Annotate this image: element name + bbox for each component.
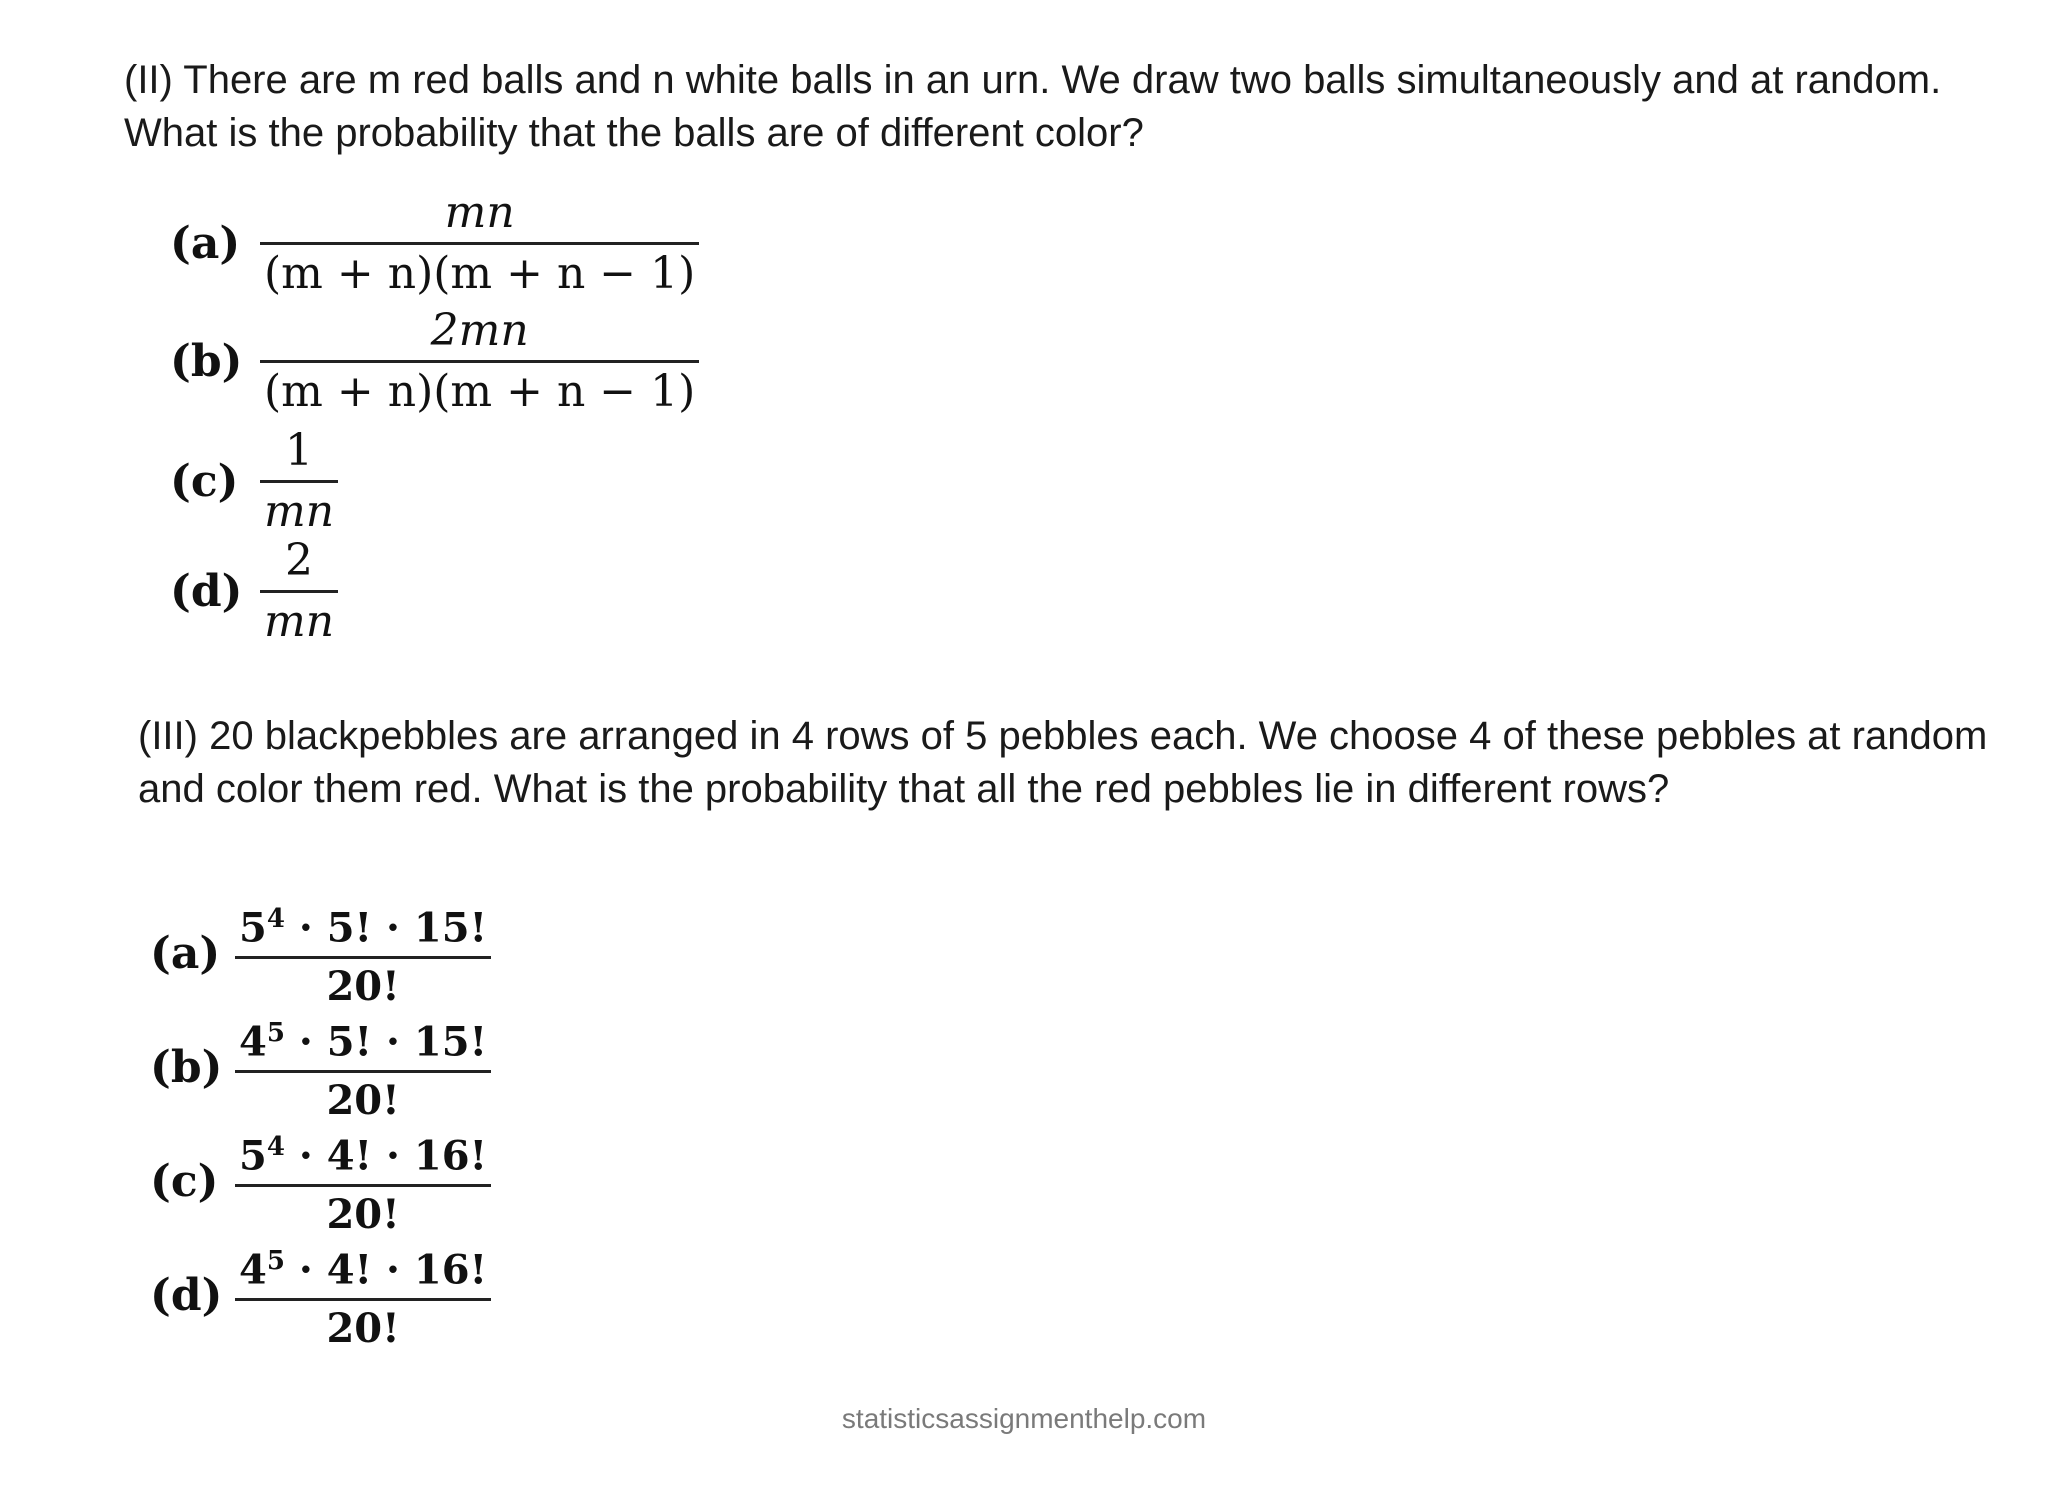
- option-label: (b): [150, 1041, 223, 1093]
- site-watermark: statisticsassignmenthelp.com: [841, 1403, 1207, 1434]
- factor-terms: · 4! · 16!: [284, 1132, 488, 1180]
- exponent: 5: [266, 1018, 285, 1048]
- base: 5: [239, 1132, 267, 1180]
- denominator: 20!: [326, 963, 400, 1011]
- denominator: 20!: [326, 1191, 400, 1239]
- option-2b[interactable]: [170, 306, 699, 417]
- option-label: (d): [170, 566, 243, 617]
- fraction: [235, 1237, 491, 1353]
- question-3-text: (III) 20 blackpebbles are arranged in 4 rows of 5 pebbles each. We choose 4 of these pebbles at random and color them red. What is the probability that all the red pebbles lie in different rows?: [138, 714, 1988, 811]
- option-label: (d): [150, 1269, 223, 1321]
- numerator: [235, 1009, 491, 1066]
- fraction-bar: [260, 360, 699, 363]
- option-2d[interactable]: [170, 536, 338, 647]
- fraction-bar: [235, 956, 491, 959]
- numerator: mn: [444, 187, 515, 238]
- option-label: (a): [150, 927, 221, 979]
- option-2a[interactable]: [170, 188, 699, 299]
- question-2-text: (II) There are m red balls and n white balls in an urn. We draw two balls simultaneously and at random. What is the probability that the balls are of different color?: [124, 58, 1942, 155]
- fraction: [260, 426, 338, 537]
- exponent: 4: [266, 1132, 285, 1162]
- option-2c[interactable]: [170, 426, 338, 537]
- denominator: mn: [264, 596, 335, 647]
- fraction-bar: [260, 590, 338, 593]
- fraction-bar: [260, 480, 338, 483]
- fraction: [260, 306, 699, 417]
- fraction-bar: [235, 1070, 491, 1073]
- fraction-bar: [235, 1184, 491, 1187]
- denominator: (m + n)(m + n − 1): [264, 248, 696, 299]
- numerator: 2mn: [430, 305, 529, 356]
- factor-terms: · 5! · 15!: [284, 904, 488, 952]
- base: 4: [239, 1246, 267, 1294]
- base: 4: [239, 1018, 267, 1066]
- option-label: (b): [170, 336, 243, 387]
- denominator: (m + n)(m + n − 1): [264, 366, 696, 417]
- option-3b[interactable]: [150, 1009, 491, 1125]
- factor-terms: · 4! · 16!: [284, 1246, 488, 1294]
- option-label: (c): [150, 1155, 219, 1207]
- option-3a[interactable]: [150, 895, 491, 1011]
- base: 5: [239, 904, 267, 952]
- fraction: [260, 188, 699, 299]
- denominator: 20!: [326, 1305, 400, 1353]
- denominator: 20!: [326, 1077, 400, 1125]
- option-3d[interactable]: [150, 1237, 491, 1353]
- numerator: 1: [285, 425, 314, 476]
- option-label: (c): [170, 456, 239, 507]
- fraction: [235, 1123, 491, 1239]
- option-label: (a): [170, 218, 241, 269]
- fraction: [235, 895, 491, 1011]
- option-3c[interactable]: [150, 1123, 491, 1239]
- denominator: mn: [264, 486, 335, 537]
- fraction: [235, 1009, 491, 1125]
- numerator: [235, 895, 491, 952]
- fraction: [260, 536, 338, 647]
- fraction-bar: [235, 1298, 491, 1301]
- exponent: 5: [266, 1246, 285, 1276]
- numerator: [235, 1123, 491, 1180]
- fraction-bar: [260, 242, 699, 245]
- factor-terms: · 5! · 15!: [284, 1018, 488, 1066]
- exponent: 4: [266, 904, 285, 934]
- numerator: [235, 1237, 491, 1294]
- numerator: 2: [285, 535, 314, 586]
